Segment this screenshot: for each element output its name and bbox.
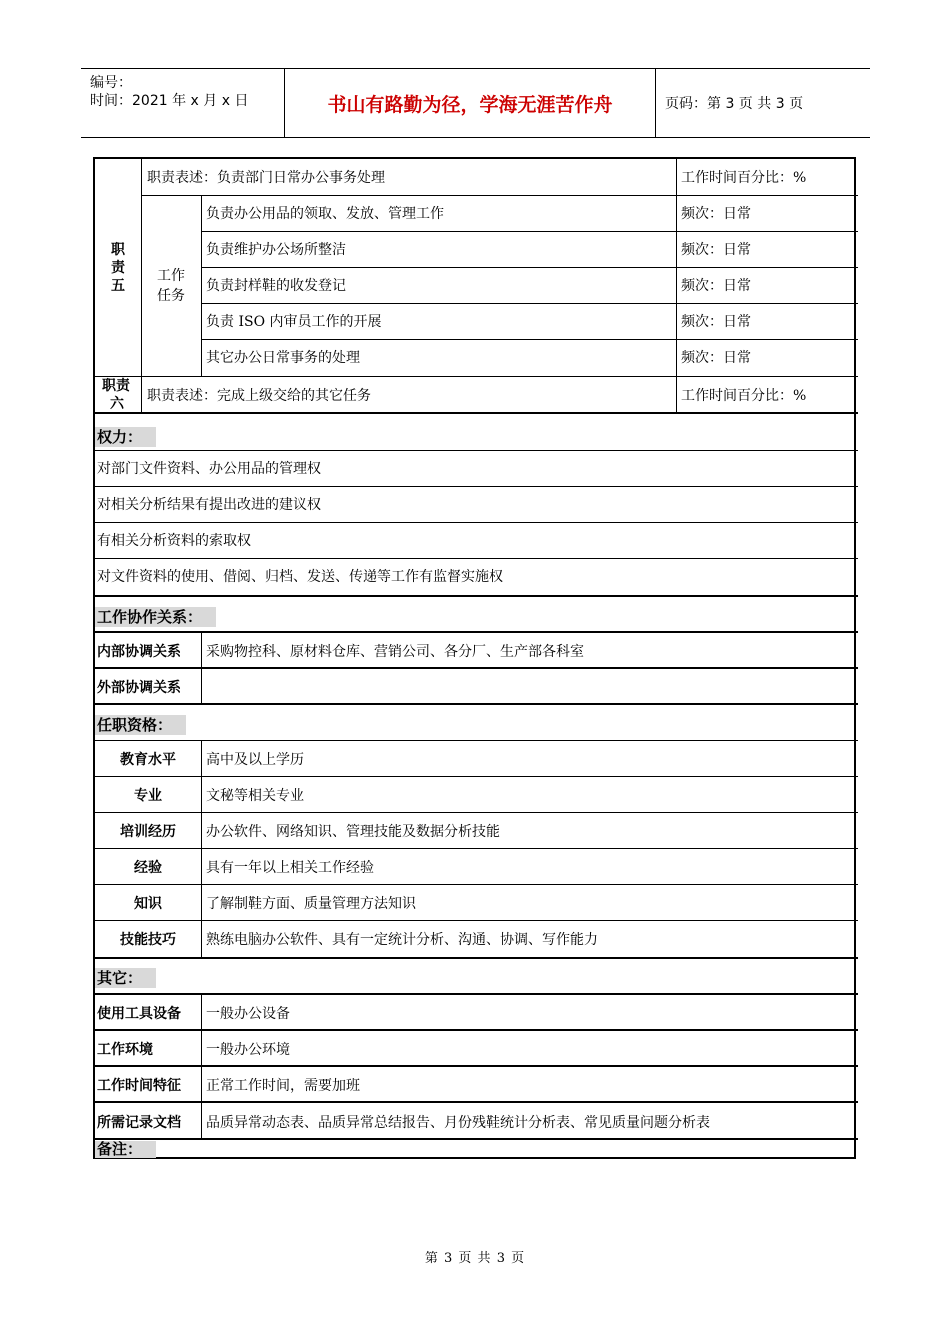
task-frequency: 频次：日常 (681, 206, 751, 222)
page-footer: 第 3 页 共 3 页 (424, 1251, 526, 1266)
task-frequency: 频次：日常 (681, 278, 751, 294)
qualification-value: 了解制鞋方面、质量管理方法知识 (206, 896, 416, 912)
duty5-time-percent: 工作时间百分比：% (681, 170, 807, 186)
qualification-value: 办公软件、网络知识、管理技能及数据分析技能 (206, 824, 500, 840)
qualification-label: 专业 (134, 788, 162, 804)
other-value: 一般办公环境 (206, 1042, 290, 1058)
other-label: 使用工具设备 (97, 1006, 181, 1022)
duty6-time-percent: 工作时间百分比：% (681, 388, 807, 404)
task-frequency: 频次：日常 (681, 314, 751, 330)
qualification-label: 经验 (134, 860, 162, 876)
other-value: 一般办公设备 (206, 1006, 290, 1022)
cooperation-section-title: 工作协作关系： (95, 607, 216, 627)
task-frequency: 频次：日常 (681, 242, 751, 258)
power-item: 对部门文件资料、办公用品的管理权 (97, 461, 321, 477)
header-motto: 书山有路勤为径，学海无涯苦作舟 (284, 69, 656, 137)
qualification-label: 教育水平 (120, 752, 176, 768)
power-item: 有相关分析资料的索取权 (97, 533, 251, 549)
other-value: 品质异常动态表、品质异常总结报告、月份残鞋统计分析表、常见质量问题分析表 (206, 1115, 710, 1131)
task-item: 负责办公用品的领取、发放、管理工作 (206, 206, 444, 222)
external-coordination-label: 外部协调关系 (97, 680, 181, 696)
header-meta (81, 69, 284, 137)
header-page-number: 页码：第 3 页 共 3 页 (665, 96, 804, 112)
other-value: 正常工作时间，需要加班 (206, 1078, 360, 1094)
power-section-title: 权力： (95, 427, 156, 447)
power-item: 对文件资料的使用、借阅、归档、发送、传递等工作有监督实施权 (97, 569, 503, 585)
qualification-value: 具有一年以上相关工作经验 (206, 860, 374, 876)
qualification-value: 文秘等相关专业 (206, 788, 304, 804)
qualification-section-title: 任职资格： (95, 715, 186, 735)
other-label: 所需记录文档 (97, 1115, 181, 1131)
task-item: 负责 ISO 内审员工作的开展 (206, 314, 382, 330)
internal-coordination-label: 内部协调关系 (97, 644, 181, 660)
qualification-label: 知识 (134, 896, 162, 912)
qualification-value: 熟练电脑办公软件、具有一定统计分析、沟通、协调、写作能力 (206, 932, 598, 948)
job-description-table: 职 责 五 职责表述：负责部门日常办公事务处理 工作时间百分比：% 工作 任务 负责办公用品的领取、发放、管理工作 频次：日常 负责维护办公场所整洁 频次：日常 负责封样鞋的收发登记 频次：日常 负责 ISO 内审员工作的开展 频次：日常 其它办公日常事务的处理 频次：日常 职责 六 职责表述：完成上级交给的其它任务 工作时间百分比：% 权力： 对部门文件资料、办公用品的管理权 对相关分析结果有提出改进的建议权 有相关分析资料的索取权 对文件资料的使用、借阅、归档、发送、传递等工作有监督实施权 工作协作关系： 内部协调关系 采购物控科、原材料仓库、营销公司、各分厂、生产部各科室 外部协调关系 任职资格： 教育水平 高中及以上学历 专业 文秘等相关专业 培训经历 办公软件、网络知识、管理技能及数据分析技能 经验 具有一年以上相关工作经验 知识 了解制鞋方面、质量管理方法知识 技能技巧 熟练电脑办公软件、具有一定统计分析、沟通、协调、写作能力 其它： 使用工具设备 一般办公设备 工作环境 一般办公环境 工作时间特征 正常工作时间，需要加班 所需记录文档 品质异常动态表、品质异常总结报告、月份残鞋统计分析表、常见质量问题分析表 备注： (93, 157, 856, 1159)
other-label: 工作环境 (97, 1042, 153, 1058)
qualification-value: 高中及以上学历 (206, 752, 304, 768)
task-frequency: 频次：日常 (681, 350, 751, 366)
page-header (81, 68, 870, 138)
qualification-label: 培训经历 (120, 824, 176, 840)
internal-coordination-value: 采购物控科、原材料仓库、营销公司、各分厂、生产部各科室 (206, 644, 584, 660)
header-date: 时间：2021 年 x 月 x 日 (90, 93, 249, 109)
task-item: 其它办公日常事务的处理 (206, 350, 360, 366)
other-section-title: 其它： (95, 968, 156, 988)
remarks-title: 备注： (95, 1141, 156, 1158)
header-code: 编号： (90, 75, 132, 91)
other-label: 工作时间特征 (97, 1078, 181, 1094)
power-item: 对相关分析结果有提出改进的建议权 (97, 497, 321, 513)
duty6-description: 职责表述：完成上级交给的其它任务 (147, 388, 371, 404)
task-item: 负责维护办公场所整洁 (206, 242, 346, 258)
qualification-label: 技能技巧 (120, 932, 176, 948)
duty5-description: 职责表述：负责部门日常办公事务处理 (147, 170, 385, 186)
task-item: 负责封样鞋的收发登记 (206, 278, 346, 294)
